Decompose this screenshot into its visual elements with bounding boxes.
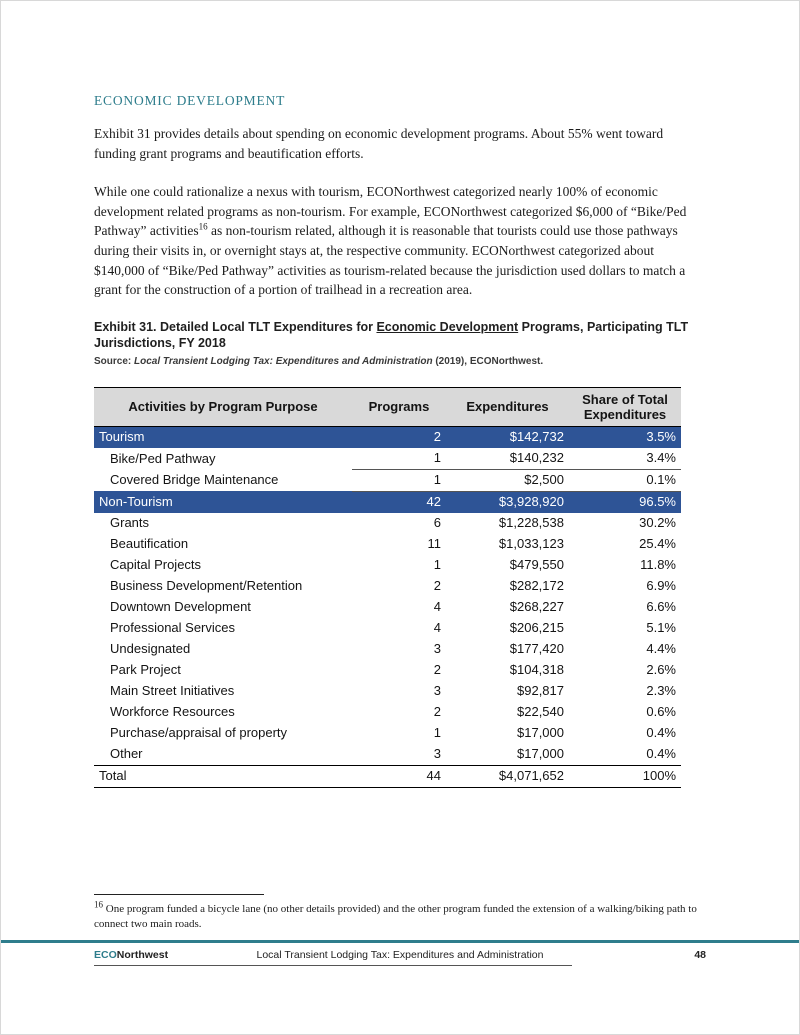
cell-label: Purchase/appraisal of property (110, 725, 288, 741)
econorthwest-logo (94, 949, 244, 961)
cell-label: Business Development/Retention (110, 578, 303, 594)
cell-expenditures: $282,172 (509, 578, 564, 594)
table-row (94, 597, 681, 618)
table-row (94, 639, 681, 660)
cell-expenditures: $104,318 (509, 662, 564, 678)
cell-programs: 44 (352, 765, 446, 787)
cell-label: Park Project (110, 662, 181, 678)
logo-northwest-part: Northwest (116, 949, 169, 961)
table-row (94, 469, 681, 491)
table-total-row (94, 765, 681, 787)
col-header-programs: Programs (352, 387, 446, 426)
cell-share: 6.6% (646, 599, 676, 615)
cell-expenditures: $268,227 (509, 599, 564, 615)
cell-label: Grants (110, 515, 150, 531)
cell-expenditures: $17,000 (517, 725, 564, 741)
exhibit-title-underlined: Economic Development (376, 319, 519, 334)
footnote-text: One program funded a bicycle lane (no other details provided) and the other program funded the extension of a walking/biking path to connect two main roads. (94, 903, 697, 930)
table-row (94, 448, 681, 470)
footnote-reference: 16 (198, 221, 208, 232)
table-row (94, 723, 681, 744)
cell-expenditures: $2,500 (446, 469, 569, 491)
table-row (94, 513, 681, 534)
cell-label: Other (110, 746, 143, 762)
footnote-separator-rule (94, 894, 264, 895)
cell-label: Beautification (110, 536, 189, 552)
source-label: Source: (94, 355, 135, 367)
table-row (94, 702, 681, 723)
cell-programs: 6 (433, 515, 441, 531)
cell-share: 2.6% (646, 662, 676, 678)
exhibit-table (94, 387, 681, 788)
cell-share: 25.4% (639, 536, 676, 552)
cell-programs: 3 (433, 641, 441, 657)
cell-share: 5.1% (646, 620, 676, 636)
cell-label: Downtown Development (110, 599, 251, 615)
cell-share: 0.4% (646, 746, 676, 762)
cell-programs: 11 (427, 536, 441, 552)
cell-label: Tourism (94, 426, 352, 448)
cell-expenditures: $206,215 (509, 620, 564, 636)
footer-row (94, 949, 706, 961)
cell-programs: 1 (352, 448, 446, 470)
paragraph-1: Exhibit 31 provides details about spending on economic development programs. About 55% went toward funding grant programs and beautification efforts. (94, 126, 664, 161)
exhibit-title (94, 319, 706, 351)
paragraph-2 (94, 182, 706, 300)
exhibit-title-prefix: Exhibit 31. Detailed Local TLT Expenditures for (94, 319, 377, 334)
cell-programs: 3 (433, 746, 441, 762)
cell-share: 30.2% (639, 515, 676, 531)
cell-expenditures: $4,071,652 (446, 765, 569, 787)
col-header-activities: Activities by Program Purpose (94, 387, 352, 426)
cell-share: 2.3% (646, 683, 676, 699)
section-heading: ECONOMIC DEVELOPMENT (94, 93, 286, 108)
cell-expenditures: $17,000 (517, 746, 564, 762)
cell-share: 3.5% (569, 426, 681, 448)
cell-label: Capital Projects (110, 557, 202, 573)
cell-programs: 3 (433, 683, 441, 699)
cell-programs: 2 (433, 578, 441, 594)
cell-label: Bike/Ped Pathway (110, 450, 216, 466)
cell-programs: 1 (433, 725, 441, 741)
source-title: Local Transient Lodging Tax: Expenditures and Administration (134, 355, 433, 367)
cell-share: 100% (569, 765, 681, 787)
cell-label: Workforce Resources (110, 704, 235, 720)
cell-share: 96.5% (569, 491, 681, 513)
table-section-row (94, 491, 681, 513)
cell-label: Non-Tourism (94, 491, 352, 513)
paragraph-2-text-a: While one could rationalize a nexus with tourism, ECONorthwest categorized nearly 100% of economic development related programs as non-tourism. For example, ECONorthwest categorized $6,000 of “Bike/Ped Pathway” activities (94, 184, 687, 239)
cell-programs: 1 (352, 469, 446, 491)
cell-expenditures: $142,732 (446, 426, 569, 448)
table-body (94, 426, 681, 787)
table-row (94, 555, 681, 576)
source-suffix: (2019), ECONorthwest. (432, 355, 544, 367)
cell-share: 6.9% (646, 578, 676, 594)
table-row (94, 534, 681, 555)
cell-expenditures: $3,928,920 (446, 491, 569, 513)
cell-label: Main Street Initiatives (110, 683, 235, 699)
col-header-share: Share of Total Expenditures (569, 387, 681, 426)
cell-expenditures: $177,420 (509, 641, 564, 657)
cell-share: 11.8% (640, 557, 676, 573)
cell-expenditures: $1,228,538 (498, 515, 564, 531)
cell-expenditures: $140,232 (446, 448, 569, 470)
cell-label: Undesignated (110, 641, 191, 657)
cell-expenditures: $1,033,123 (498, 536, 564, 552)
table-row (94, 744, 681, 766)
page-content (1, 1, 799, 788)
table-row (94, 681, 681, 702)
table-row (94, 576, 681, 597)
cell-share: 0.1% (569, 469, 681, 491)
exhibit-title-suffix: Programs, Participating TLT Jurisdictions, FY 2018 (94, 319, 689, 350)
col-header-expenditures: Expenditures (446, 387, 569, 426)
cell-share: 0.4% (646, 725, 676, 741)
footnote (94, 899, 708, 932)
cell-programs: 2 (433, 704, 441, 720)
cell-share: 4.4% (646, 641, 676, 657)
page-number: 48 (694, 949, 706, 961)
logo-eco-part: ECO (94, 949, 117, 961)
page-footer (1, 940, 799, 966)
cell-label: Total (94, 765, 352, 787)
table-row (94, 618, 681, 639)
cell-expenditures: $479,550 (509, 557, 564, 573)
cell-programs: 2 (433, 662, 441, 678)
table-row (94, 660, 681, 681)
cell-share: 3.4% (569, 448, 681, 470)
cell-label: Covered Bridge Maintenance (110, 472, 279, 488)
cell-programs: 2 (352, 426, 446, 448)
cell-programs: 4 (433, 620, 441, 636)
paragraph-2-text-b: as non-tourism related, although it is reasonable that tourists could use those pathways during their visits in, or overnight stays at, the respective community. ECONorthwest categorized about $140,000 of “Bike/Ped Pathway” activities as tourism-related because the jurisdiction used dollars to match a grant for the construction of a portion of trailhead in a recreation area. (94, 223, 686, 298)
footer-underline-rule (94, 965, 572, 966)
table-section-row (94, 426, 681, 448)
cell-label: Professional Services (110, 620, 235, 636)
footer-accent-rule (1, 940, 799, 943)
cell-programs: 1 (433, 557, 441, 573)
footnote-block (94, 894, 708, 932)
footnote-number: 16 (94, 899, 103, 910)
cell-expenditures: $22,540 (517, 704, 564, 720)
cell-programs: 42 (352, 491, 446, 513)
cell-programs: 4 (433, 599, 441, 615)
cell-share: 0.6% (646, 704, 676, 720)
cell-expenditures: $92,817 (517, 683, 564, 699)
footer-document-title: Local Transient Lodging Tax: Expenditures and Administration (256, 949, 544, 961)
table-header-row (94, 387, 681, 426)
exhibit-source (94, 356, 706, 367)
